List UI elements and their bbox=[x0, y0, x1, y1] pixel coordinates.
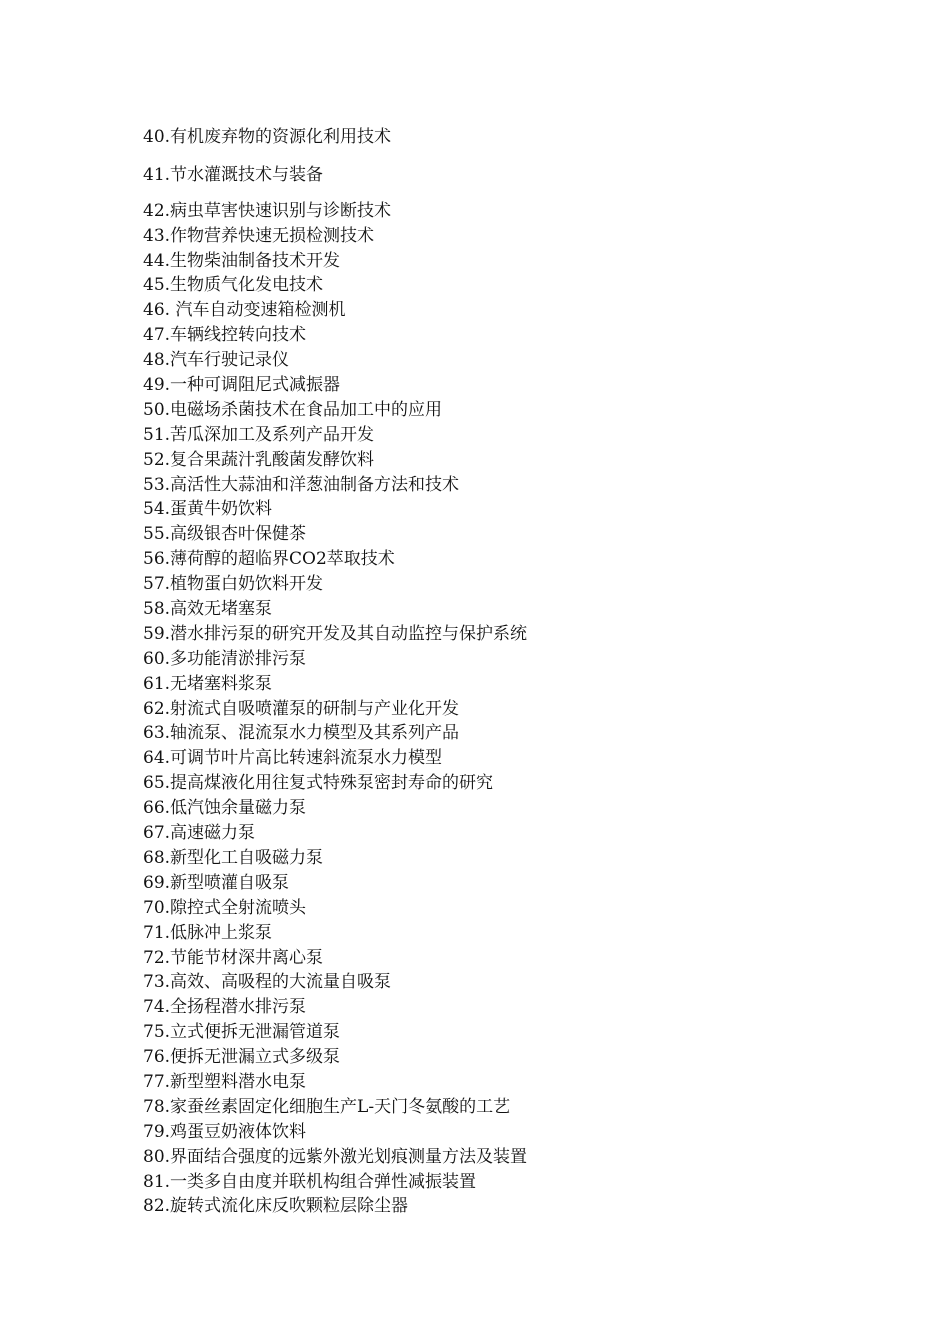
technology-list bbox=[143, 125, 843, 1219]
list-item: 58.高效无堵塞泵 bbox=[143, 599, 273, 620]
list-item: 61.无堵塞料浆泵 bbox=[143, 673, 273, 694]
list-item: 73.高效、高吸程的大流量自吸泵 bbox=[143, 972, 392, 993]
list-item: 64.可调节叶片高比转速斜流泵水力模型 bbox=[143, 748, 443, 769]
list-item: 54.蛋黄牛奶饮料 bbox=[143, 499, 273, 520]
list-item: 79.鸡蛋豆奶液体饮料 bbox=[143, 1121, 307, 1142]
list-item: 45.生物质气化发电技术 bbox=[143, 275, 324, 296]
list-item: 76.便拆无泄漏立式多级泵 bbox=[143, 1047, 341, 1068]
list-item: 51.苦瓜深加工及系列产品开发 bbox=[143, 424, 375, 445]
list-item: 78.家蚕丝素固定化细胞生产L-天门冬氨酸的工艺 bbox=[143, 1096, 511, 1117]
list-item: 66.低汽蚀余量磁力泵 bbox=[143, 798, 307, 819]
list-item: 56.薄荷醇的超临界CO2萃取技术 bbox=[143, 549, 395, 570]
list-item: 53.高活性大蒜油和洋葱油制备方法和技术 bbox=[143, 474, 460, 495]
list-item: 65.提高煤液化用往复式特殊泵密封寿命的研究 bbox=[143, 773, 494, 794]
list-item: 69.新型喷灌自吸泵 bbox=[143, 872, 290, 893]
list-item: 44.生物柴油制备技术开发 bbox=[143, 250, 341, 271]
list-item: 55.高级银杏叶保健茶 bbox=[143, 524, 307, 545]
list-item: 68.新型化工自吸磁力泵 bbox=[143, 847, 324, 868]
list-item: 46. 汽车自动变速箱检测机 bbox=[143, 300, 346, 321]
list-item: 57.植物蛋白奶饮料开发 bbox=[143, 574, 324, 595]
list-item: 43.作物营养快速无损检测技术 bbox=[143, 225, 375, 246]
list-item: 62.射流式自吸喷灌泵的研制与产业化开发 bbox=[143, 698, 460, 719]
list-item: 47.车辆线控转向技术 bbox=[143, 325, 307, 346]
list-item: 70.隙控式全射流喷头 bbox=[143, 897, 307, 918]
list-item: 75.立式便拆无泄漏管道泵 bbox=[143, 1022, 341, 1043]
list-item: 49.一种可调阻尼式减振器 bbox=[143, 375, 341, 396]
list-item: 72.节能节材深井离心泵 bbox=[143, 947, 324, 968]
list-item: 60.多功能清淤排污泵 bbox=[143, 648, 307, 669]
list-item: 42.病虫草害快速识别与诊断技术 bbox=[143, 200, 392, 221]
list-item: 80.界面结合强度的远紫外激光划痕测量方法及装置 bbox=[143, 1146, 528, 1167]
list-item: 40.有机废弃物的资源化利用技术 bbox=[143, 127, 392, 147]
list-item: 74.全扬程潜水排污泵 bbox=[143, 997, 307, 1018]
list-item: 59.潜水排污泵的研究开发及其自动监控与保护系统 bbox=[143, 623, 528, 644]
list-item: 81.一类多自由度并联机构组合弹性减振装置 bbox=[143, 1171, 477, 1192]
list-item: 41.节水灌溉技术与装备 bbox=[143, 164, 324, 185]
list-item: 52.复合果蔬汁乳酸菌发酵饮料 bbox=[143, 449, 375, 470]
list-item: 71.低脉冲上浆泵 bbox=[143, 922, 273, 943]
list-item: 48.汽车行驶记录仪 bbox=[143, 350, 290, 371]
list-item: 63.轴流泵、混流泵水力模型及其系列产品 bbox=[143, 723, 460, 744]
list-item: 50.电磁场杀菌技术在食品加工中的应用 bbox=[143, 399, 443, 420]
list-item: 82.旋转式流化床反吹颗粒层除尘器 bbox=[143, 1196, 409, 1217]
list-item: 67.高速磁力泵 bbox=[143, 823, 256, 844]
list-item: 77.新型塑料潜水电泵 bbox=[143, 1071, 307, 1092]
